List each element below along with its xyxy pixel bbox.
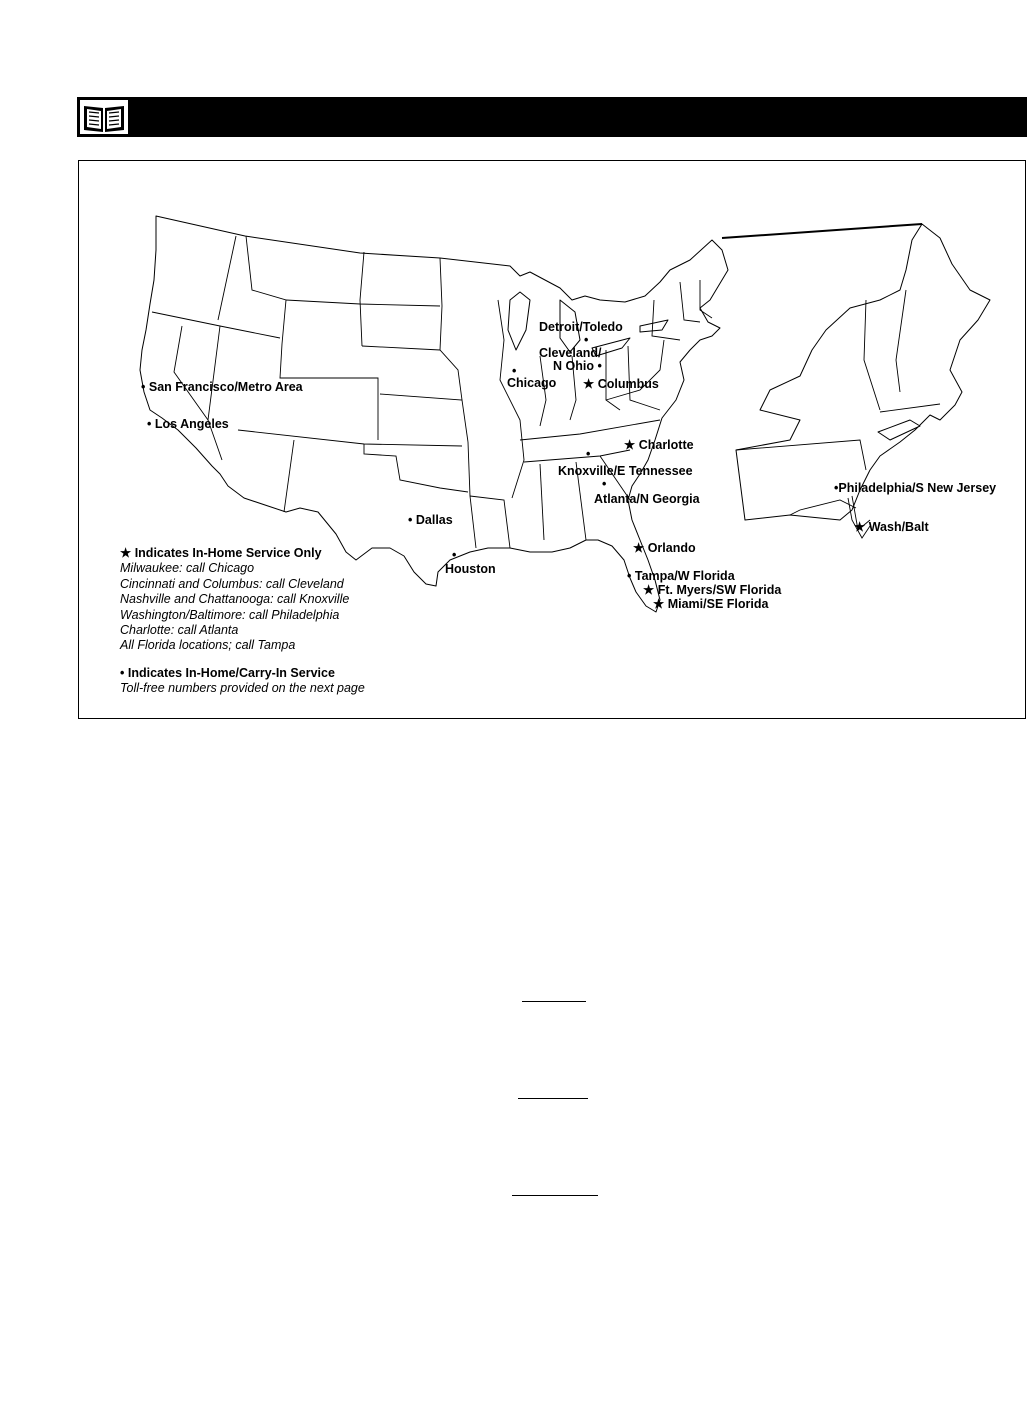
legend-dot-note: Toll-free numbers provided on the next page xyxy=(120,681,365,696)
city-atlanta: Atlanta/N Georgia xyxy=(594,492,700,506)
legend-dot-title: • Indicates In-Home/Carry-In Service xyxy=(120,665,335,680)
legend-note: Cincinnati and Columbus: call Cleveland xyxy=(120,576,344,591)
city-dallas: • Dallas xyxy=(408,513,453,527)
legend-note: Milwaukee: call Chicago xyxy=(120,561,255,576)
city-tampa: • Tampa/W Florida xyxy=(627,569,735,583)
city-miami: ★ Miami/SE Florida xyxy=(653,597,769,611)
city-columbus: ★ Columbus xyxy=(583,377,659,391)
legend-note: Nashville and Chattanooga: call Knoxville xyxy=(120,592,350,607)
city-houston-dot: • xyxy=(452,548,457,562)
city-detroit: Detroit/Toledo xyxy=(539,320,623,334)
city-san-francisco: • San Francisco/Metro Area xyxy=(141,380,303,394)
divider-line xyxy=(518,1098,588,1099)
city-atlanta-dot: • xyxy=(602,477,607,491)
legend-star-title: ★ Indicates In-Home Service Only xyxy=(120,546,322,560)
city-knoxville: Knoxville/E Tennessee xyxy=(558,464,693,478)
city-orlando: ★ Orlando xyxy=(633,541,696,555)
city-chicago: Chicago xyxy=(507,376,557,390)
map-legend xyxy=(120,546,365,697)
legend-note: Charlotte: call Atlanta xyxy=(120,623,239,638)
divider-line xyxy=(512,1195,598,1196)
northeast-inset xyxy=(736,224,990,520)
city-knoxville-dot: • xyxy=(586,447,591,461)
city-houston: Houston xyxy=(445,562,496,576)
city-cleveland-ohio: N Ohio • xyxy=(553,359,602,373)
city-los-angeles: • Los Angeles xyxy=(147,417,229,431)
city-wash-balt: ★ Wash/Balt xyxy=(854,520,929,534)
city-charlotte: ★ Charlotte xyxy=(624,438,694,452)
divider-line xyxy=(522,1001,586,1002)
city-cleveland: Cleveland/ xyxy=(539,346,602,360)
city-chicago-dot: • xyxy=(512,364,517,378)
legend-note: Washington/Baltimore: call Philadelphia xyxy=(120,607,340,622)
city-ft-myers: ★ Ft. Myers/SW Florida xyxy=(643,583,782,597)
legend-note: All Florida locations; call Tampa xyxy=(120,638,296,653)
city-detroit-dot: • xyxy=(584,333,589,347)
city-philadelphia: •Philadelphia/S New Jersey xyxy=(834,481,997,495)
